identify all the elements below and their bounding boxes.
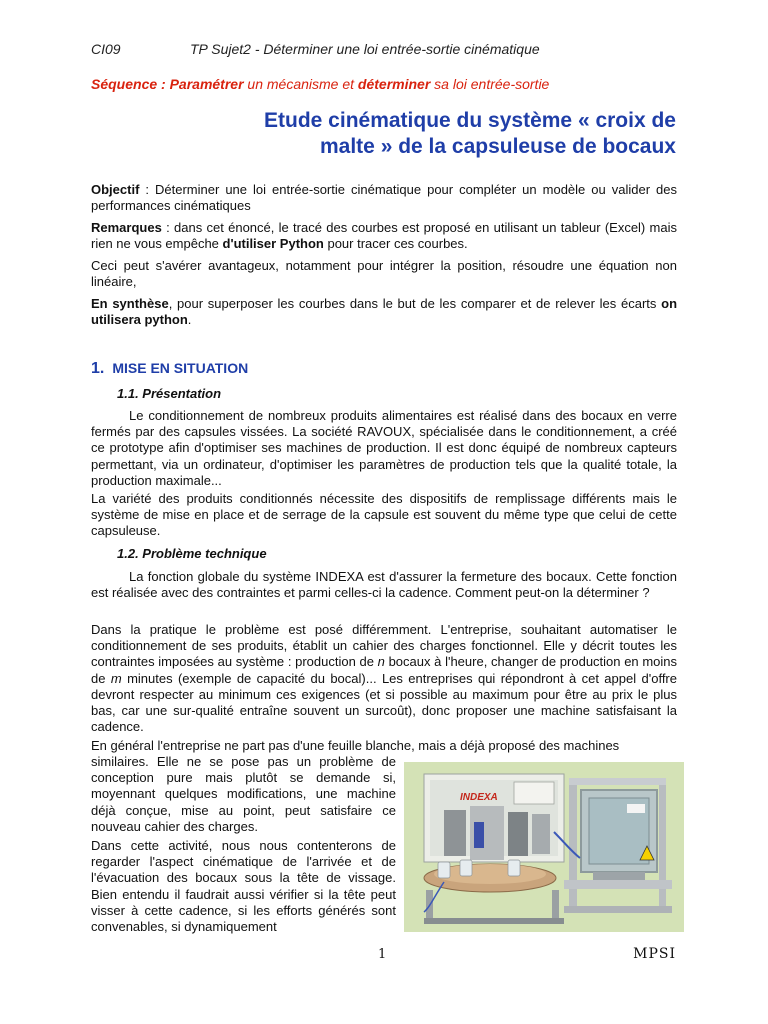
machine-illustration	[404, 762, 684, 932]
sequence-text-2: sa loi entrée-sortie	[430, 76, 550, 92]
synthese-bold: on utilisera python	[91, 296, 678, 328]
remarques-text-2: pour tracer ces courbes.	[323, 236, 468, 252]
page-number: 1	[378, 947, 387, 962]
sequence-text-1: un mécanisme et	[243, 76, 358, 92]
probleme-paragraph-3-rest: similaires. Elle ne se pose pas un problème de conception pure mais plutôt se demande si, moyennant quelques modifications, une machine déjà conçue, mise au point, peut satisfaire ce nouveau cahier des charges.	[91, 754, 396, 834]
probleme-paragraph-4: Dans cette activité, nous nous contenterons de regarder l'aspect cinématique de l'arrivée et de l'évacuation des bocaux sous la tête de vissage. Bien entendu il faudrait aussi vérifier si la tête peut visser à cette cadence, si les efforts générés sont convenables, si dynamiquement	[91, 838, 396, 935]
section-number: 1.	[91, 360, 105, 377]
title-line-2: malte » de la capsuleuse de bocaux	[320, 135, 676, 158]
sequence-word-2: déterminer	[357, 76, 431, 92]
sequence-label: Séquence :	[91, 76, 166, 92]
var-n: n	[377, 654, 385, 670]
section-1-heading	[91, 360, 248, 378]
tp-subject: TP Sujet2 - Déterminer une loi entrée-sortie cinématique	[190, 41, 540, 57]
remarques-label: Remarques	[91, 220, 162, 235]
objectif-text: : Déterminer une loi entrée-sortie cinématique pour compléter un modèle ou valider des performances cinématiques	[91, 182, 677, 214]
probleme-paragraph-1: La fonction globale du système INDEXA est d'assurer la fermeture des bocaux. Cette fonction est réalisée avec des contraintes et parmi celles-ci la cadence. Comment peut-on la déterminer ?	[91, 569, 677, 601]
document-title	[156, 108, 676, 160]
sequence-line	[91, 76, 549, 92]
probleme-text-1: Dans la pratique le problème est posé différemment. L'entreprise, souhaitant automatiser le conditionnement de ses produits, établit un cahier des charges fonctionnel. Elle y décrit toutes les contraintes imposées au système : production de	[91, 622, 677, 670]
probleme-paragraph-3-line-1: En général l'entreprise ne part pas d'une feuille blanche, mais a déjà proposé des machines	[91, 738, 620, 753]
probleme-text-2: bocaux à l'heure, changer de production en moins de	[91, 654, 678, 686]
presentation-paragraph-1: Le conditionnement de nombreux produits alimentaires est réalisé dans des bocaux en verre fermés par des capsules vissées. La société RAVOUX, spécialisée dans le conditionnement, a créé ce prototype afin d'optimiser ses machines de production. Il est donc équipé de nombreux capteurs permettant, via un ordinateur, d'optimiser les paramètres de production tels que la qualité totale, la production maximale...	[91, 408, 677, 488]
remarques-paragraph	[91, 220, 677, 252]
probleme-paragraph-2	[91, 622, 677, 735]
synthese-paragraph	[91, 296, 677, 328]
remarques-bold: d'utiliser Python	[222, 236, 324, 252]
objectif-paragraph	[91, 182, 677, 214]
indexa-brand-label: INDEXA	[460, 792, 498, 803]
presentation-paragraph-2: La variété des produits conditionnés nécessite des dispositifs de remplissage différents mais le système de mise en place et de serrage de la capsule est souvent du même type que celui de cette capsuleuse.	[91, 491, 677, 539]
remarques-text-1: : dans cet énoncé, le tracé des courbes est proposé en utilisant un tableur (Excel) mais rien ne vous empêche	[91, 220, 677, 252]
capsuleuse-photo	[404, 762, 684, 932]
course-code: CI09	[91, 41, 121, 57]
synthese-label: En synthèse	[91, 296, 169, 311]
title-line-1: Etude cinématique du système « croix de	[264, 109, 676, 132]
sequence-word-1: Paramétrer	[169, 76, 244, 92]
ceci-paragraph: Ceci peut s'avérer avantageux, notamment pour intégrer la position, résoudre une équation non linéaire,	[91, 258, 677, 290]
section-title: MISE EN SITUATION	[112, 360, 249, 376]
probleme-text-3: minutes (exemple de capacité du bocal)... Les entreprises qui répondront à cet appel d'offre devront respecter au minimum ces exigences (et si possible au maximum pour être au prix le plus bas, car une sur-qualité entraîne souvent un surcoût), donc proposer une machine satisfaisant la cadence.	[91, 670, 677, 735]
subsection-1-1-heading: 1.1. Présentation	[117, 386, 222, 401]
synthese-end: .	[187, 312, 192, 328]
var-m: m	[110, 670, 122, 686]
subsection-1-2-heading: 1.2. Problème technique	[117, 546, 267, 561]
page-header	[91, 41, 540, 57]
synthese-text: , pour superposer les courbes dans le but de les comparer et de relever les écarts	[168, 296, 662, 311]
class-label: MPSI	[633, 946, 676, 962]
objectif-label: Objectif	[91, 182, 140, 197]
